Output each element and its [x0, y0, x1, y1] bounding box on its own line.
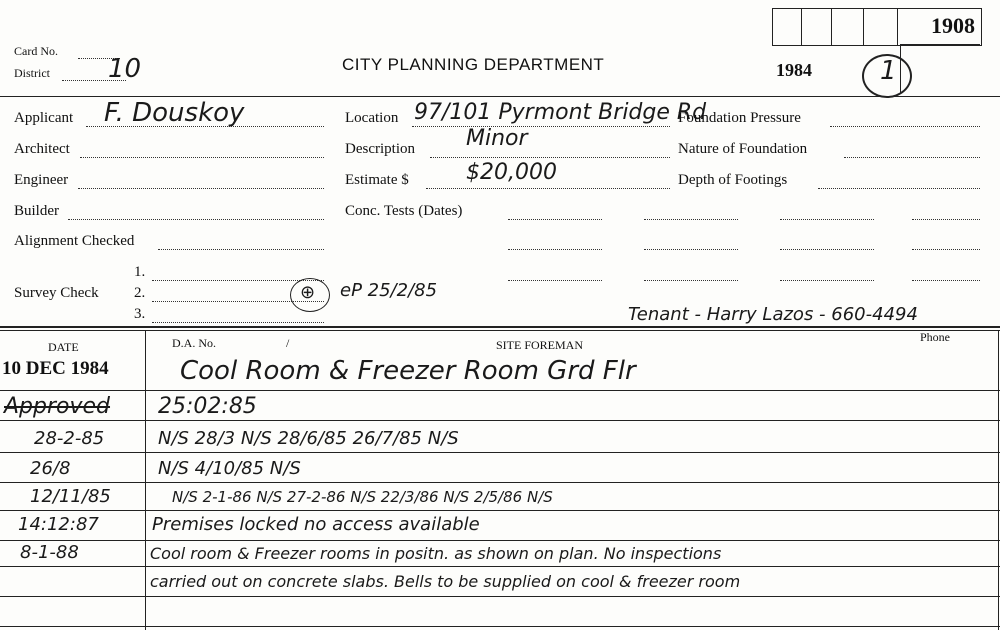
card-no-label: Card No.	[14, 44, 58, 58]
row-6-entry: Premises locked no access available	[152, 514, 480, 535]
description-value: Minor	[466, 126, 528, 151]
survey-num-1: 1.	[134, 264, 146, 280]
da-no-mark: /	[286, 336, 290, 350]
estimate-label: Estimate $	[345, 172, 409, 188]
year-label: 1984	[776, 60, 812, 80]
row-8-entry: carried out on concrete slabs. Bells to be supplied on cool & freezer room	[150, 572, 741, 591]
row-5-date: 12/11/85	[30, 486, 111, 507]
survey-label: Survey Check	[14, 285, 99, 301]
page-title: CITY PLANNING DEPARTMENT	[342, 55, 605, 74]
location-value: 97/101 Pyrmont Bridge Rd	[414, 100, 707, 125]
row-1-date: 10 DEC 1984	[2, 358, 109, 379]
alignment-label: Alignment Checked	[14, 233, 135, 249]
foundation-pressure-label: Foundation Pressure	[678, 110, 801, 126]
architect-label: Architect	[14, 141, 70, 157]
applicant-value: F. Douskoy	[104, 98, 245, 128]
row-4-entry: N/S 4/10/85 N/S	[158, 458, 301, 479]
conc-tests-label: Conc. Tests (Dates)	[345, 203, 463, 219]
survey-num-2: 2.	[134, 285, 146, 301]
row-2-entry: 25:02:85	[158, 394, 257, 419]
description-label: Description	[345, 141, 415, 157]
card-number: 1908	[931, 13, 975, 38]
nature-foundation-label: Nature of Foundation	[678, 141, 808, 157]
row-4-date: 26/8	[30, 458, 71, 479]
row-5-entry: N/S 2-1-86 N/S 27-2-86 N/S 22/3/86 N/S 2/5/86 N/S	[172, 488, 553, 506]
survey-num-3: 3.	[134, 306, 146, 322]
engineer-label: Engineer	[14, 172, 69, 188]
row-3-entry: N/S 28/3 N/S 28/6/85 26/7/85 N/S	[158, 428, 459, 449]
location-label: Location	[345, 110, 399, 126]
district-label: District	[14, 66, 50, 80]
da-no-header: D.A. No.	[172, 336, 216, 350]
row-3-date: 28-2-85	[34, 428, 105, 449]
row-2-date: Approved	[4, 394, 111, 419]
row-7-entry: Cool room & Freezer rooms in positn. as shown on plan. No inspections	[150, 544, 722, 563]
district-value: 10	[108, 54, 142, 84]
survey-stamp-mark: ⊕	[300, 282, 316, 303]
row-1-entry: Cool Room & Freezer Room Grd Flr	[180, 356, 636, 386]
date-header: DATE	[48, 340, 79, 354]
circled-value: 1	[880, 56, 897, 86]
depth-footings-label: Depth of Footings	[678, 172, 788, 188]
phone-header: Phone	[920, 330, 950, 344]
site-foreman-header: SITE FOREMAN	[496, 338, 584, 352]
builder-label: Builder	[14, 203, 59, 219]
survey-note: eP 25/2/85	[340, 280, 438, 301]
tenant-note: Tenant - Harry Lazos - 660-4494	[628, 304, 918, 325]
card-number-box	[772, 8, 982, 46]
estimate-value: $20,000	[466, 160, 557, 185]
row-7-date: 8-1-88	[20, 542, 79, 563]
applicant-label: Applicant	[14, 110, 74, 126]
row-6-date: 14:12:87	[18, 514, 99, 535]
